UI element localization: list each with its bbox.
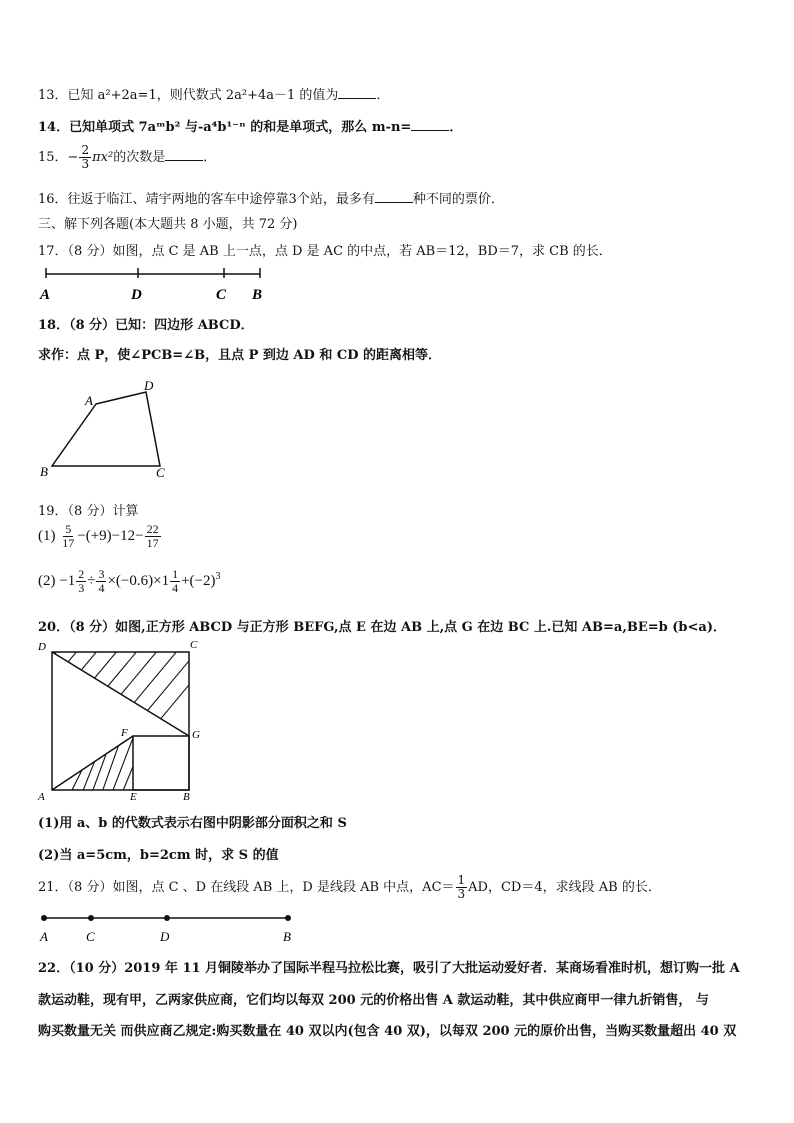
- q17-label-B: B: [252, 287, 263, 303]
- q20-squares-figure: [38, 638, 208, 810]
- question-15: 15．− $\frac{2}{3}$ πx²的次数是 ．: [38, 143, 217, 171]
- question-18-text2: 求作：点 P，使∠PCB=∠B，且点 P 到边 AD 和 CD 的距离相等．: [38, 348, 441, 363]
- q21-label-B: B: [283, 929, 291, 944]
- answer-blank-14[interactable]: [411, 118, 449, 131]
- q20-label-F: F: [121, 727, 128, 739]
- q21-label-D: D: [160, 929, 170, 944]
- question-18-text: 18．（8 分）已知：四边形 ABCD．: [38, 318, 254, 333]
- q17-label-C: C: [216, 287, 227, 303]
- question-17-text: 17．（8 分）如图，点 C 是 AB 上一点，点 D 是 AC 的中点，若 AB＝12，BD＝7，求 CB 的长．: [38, 244, 612, 259]
- q18-label-C: C: [156, 465, 165, 480]
- answer-blank-13[interactable]: [338, 86, 376, 99]
- question-21: [38, 874, 661, 901]
- question-14-text: 14．已知单项式 7aᵐb² 与-a⁴b¹⁻ⁿ 的和是单项式，那么 m-n=: [38, 120, 412, 135]
- section-3-heading: 三、解下列各题(本大题共 8 小题，共 72 分): [38, 217, 298, 232]
- question-13: [38, 84, 389, 103]
- question-16-text: 16．往返于临江、靖宇两地的客车中途停靠3个站，最多有: [38, 192, 375, 207]
- q15-expression: πx²: [92, 150, 114, 165]
- question-21-text-end: AD，CD＝4，求线段 AB 的长．: [468, 880, 661, 895]
- question-13-text: 13．已知 a²+2a=1，则代数式 2a²+4a－1 的值为: [38, 88, 339, 103]
- question-20-part-1: (1)用 a、b 的代数式表示右图中阴影部分面积之和 S: [38, 816, 347, 831]
- q21-label-A: A: [40, 929, 48, 944]
- question-21-text: 21．（8 分）如图，点 C 、D 在线段 AB 上，D 是线段 AB 中点，AC＝: [38, 880, 455, 895]
- question-14-end: ．: [449, 120, 463, 135]
- q20-label-D: D: [38, 641, 46, 653]
- question-15-text: 的次数是: [113, 150, 166, 165]
- question-15-end: ．: [203, 150, 217, 165]
- q20-label-A: A: [38, 791, 45, 803]
- question-22-line-2: 款运动鞋，现有甲，乙两家供应商，它们均以每双 200 元的价格出售 A 款运动鞋，其中供应商甲一律九折销售， 与: [38, 993, 709, 1008]
- question-19-text: 19．（8 分）计算: [38, 504, 139, 519]
- question-14: [38, 116, 462, 135]
- q21-label-C: C: [86, 929, 95, 944]
- question-20-part-2: (2)当 a=5cm，b=2cm 时，求 S 的值: [38, 848, 279, 863]
- q18-label-B: B: [40, 464, 48, 479]
- question-13-end: ．: [376, 88, 390, 103]
- q20-label-G: G: [192, 729, 200, 741]
- q18-quadrilateral-figure: [38, 376, 178, 481]
- q19-expression-2: (2) −1 $\frac{2}{3}$ ÷ $\frac{3}{4}$ ×(−0.6)×1 $\frac{1}{4}$ $+(-2)^3$: [38, 567, 221, 595]
- q19-expression-1: (1) $\frac{5}{17}$ −(+9)−12− $\frac{22}{17}$: [38, 522, 159, 550]
- fraction-1-3: $\frac{1}{3}$: [457, 873, 466, 901]
- q17-label-D: D: [131, 287, 142, 303]
- q20-label-E: E: [130, 791, 137, 803]
- q17-segment-figure: [38, 264, 278, 304]
- question-22-line-3: 购买数量无关 而供应商乙规定:购买数量在 40 双以内(包含 40 双)，以每双 200 元的原价出售，当购买数量超出 40 双: [38, 1024, 737, 1039]
- question-15-number: 15．: [38, 150, 68, 165]
- q18-label-D: D: [144, 378, 154, 393]
- q20-label-C: C: [190, 639, 198, 651]
- q17-label-A: A: [40, 287, 51, 303]
- answer-blank-16[interactable]: [375, 190, 413, 203]
- question-16: [38, 188, 504, 207]
- answer-blank-15[interactable]: [165, 148, 203, 161]
- q20-label-B: B: [183, 791, 190, 803]
- q21-segment-figure: [38, 908, 308, 948]
- question-22-line-1: 22．（10 分）2019 年 11 月铜陵举办了国际半程马拉松比赛，吸引了大批运动爱好者．某商场看准时机，想订购一批 A: [38, 961, 740, 976]
- fraction-2-3: $\frac{2}{3}$: [81, 143, 90, 171]
- question-16-end: 种不同的票价．: [412, 192, 504, 207]
- question-20-text: 20．（8 分）如图,正方形 ABCD 与正方形 BEFG,点 E 在边 AB 上,点 G 在边 BC 上.已知 AB=a,BE=b (b<a)．: [38, 620, 726, 635]
- q18-label-A: A: [85, 393, 93, 408]
